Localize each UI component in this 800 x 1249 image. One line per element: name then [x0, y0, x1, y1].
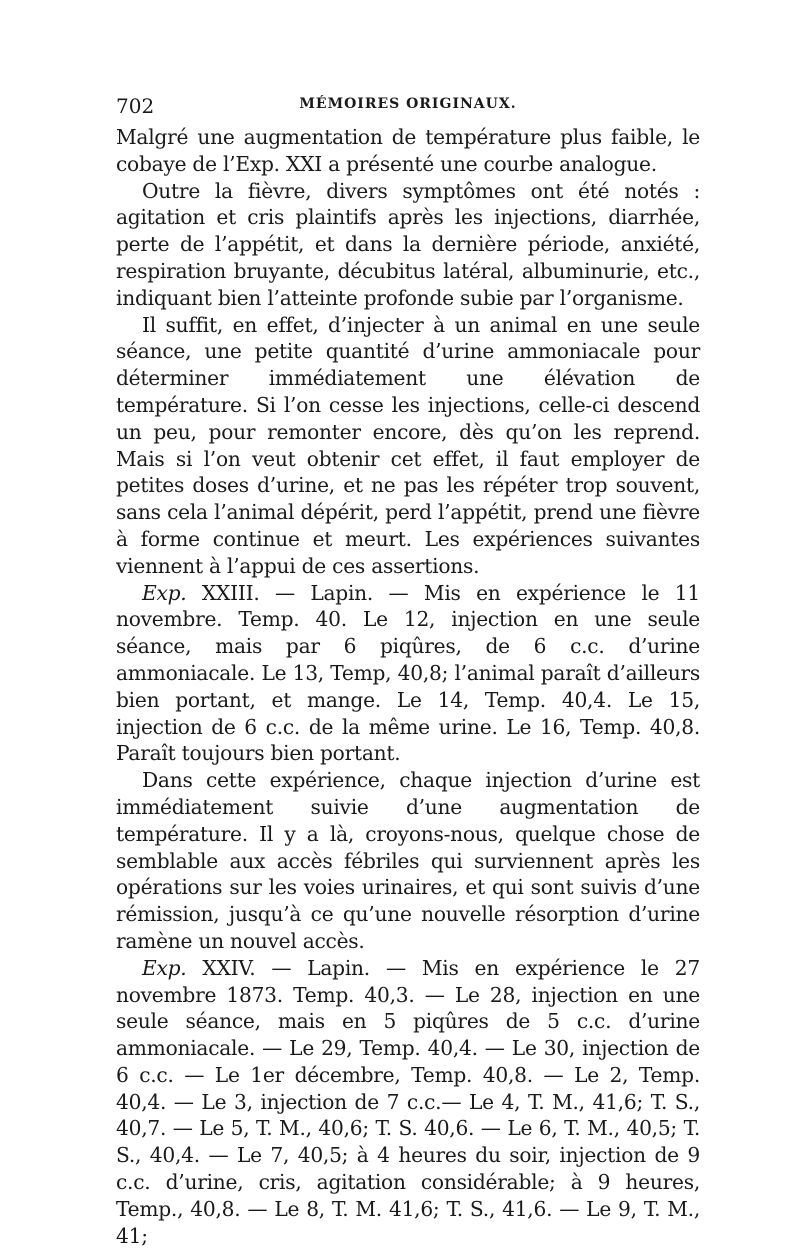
experiment-label: Exp.	[142, 955, 187, 980]
body-text	[116, 124, 700, 1249]
document-page	[116, 94, 700, 1249]
experiment-paragraph	[116, 955, 700, 1249]
experiment-text: XXIV. — Lapin. — Mis en expérience le 27 novembre 1873. Temp. 40,3. — Le 28, injection en une seule séance, mais en 5 piqûres de 5 c.c. d’urine ammoniacale. — Le 29, Temp. 40,4. — Le 30, injection de 6 c.c. — Le 1er décembre, Temp. 40,8. — Le 2, Temp. 40,4. — Le 3, injection de 7 c.c.— Le 4, T. M., 41,6; T. S., 40,7. — Le 5, T. M., 40,6; T. S. 40,6. — Le 6, T. M., 40,5; T. S., 40,4. — Le 7, 40,5; à 4 heures du soir, injection de 9 c.c. d’urine, cris, agitation considérable; à 9 heures, Temp., 40,8. — Le 8, T. M. 41,6; T. S., 41,6. — Le 9, T. M., 41;	[116, 955, 700, 1248]
experiment-paragraph	[116, 580, 700, 768]
paragraph: Dans cette expérience, chaque injection d’urine est immédiatement suivie d’une augmentation de température. Il y a là, croyons-nous, quelque chose de semblable aux accès fébriles qui surviennent après les opérations sur les voies urinaires, et qui sont suivis d’une rémission, jusqu’à ce qu’une nouvelle résorption d’urine ramène un nouvel accès.	[116, 768, 700, 953]
paragraph: Outre la fièvre, divers symptômes ont été notés : agitation et cris plaintifs après les injections, diarrhée, perte de l’appétit, et dans la dernière période, anxiété, respiration bruyante, décubitus latéral, albuminurie, etc., indiquant bien l’atteinte profonde subie par l’organisme.	[116, 178, 700, 310]
experiment-label: Exp.	[142, 580, 187, 605]
page-number: 702	[116, 94, 155, 118]
running-title: MÉMOIRES ORIGINAUX.	[299, 96, 517, 112]
paragraph: Malgré une augmentation de température plus faible, le cobaye de l’Exp. XXI a présenté une courbe analogue.	[116, 125, 700, 176]
paragraph: Il suffit, en effet, d’injecter à un animal en une seule séance, une petite quantité d’urine ammoniacale pour déterminer immédiatement une élévation de température. Si l’on cesse les injections, celle-ci descend un peu, pour remonter encore, dès qu’on les reprend. Mais si l’on veut obtenir cet effet, il faut employer de petites doses d’urine, et ne pas les répéter trop souvent, sans cela l’animal dépérit, perd l’appétit, prend une fièvre à forme continue et meurt. Les expériences suivantes viennent à l’appui de ces assertions.	[116, 312, 700, 578]
experiment-text: XXIII. — Lapin. — Mis en expérience le 11 novembre. Temp. 40. Le 12, injection en une seule séance, mais par 6 piqûres, de 6 c.c. d’urine ammoniacale. Le 13, Temp, 40,8; l’animal paraît d’ailleurs bien portant, et mange. Le 14, Temp. 40,4. Le 15, injection de 6 c.c. de la même urine. Le 16, Temp. 40,8. Paraît toujours bien portant.	[116, 580, 700, 766]
page-header	[116, 94, 700, 124]
